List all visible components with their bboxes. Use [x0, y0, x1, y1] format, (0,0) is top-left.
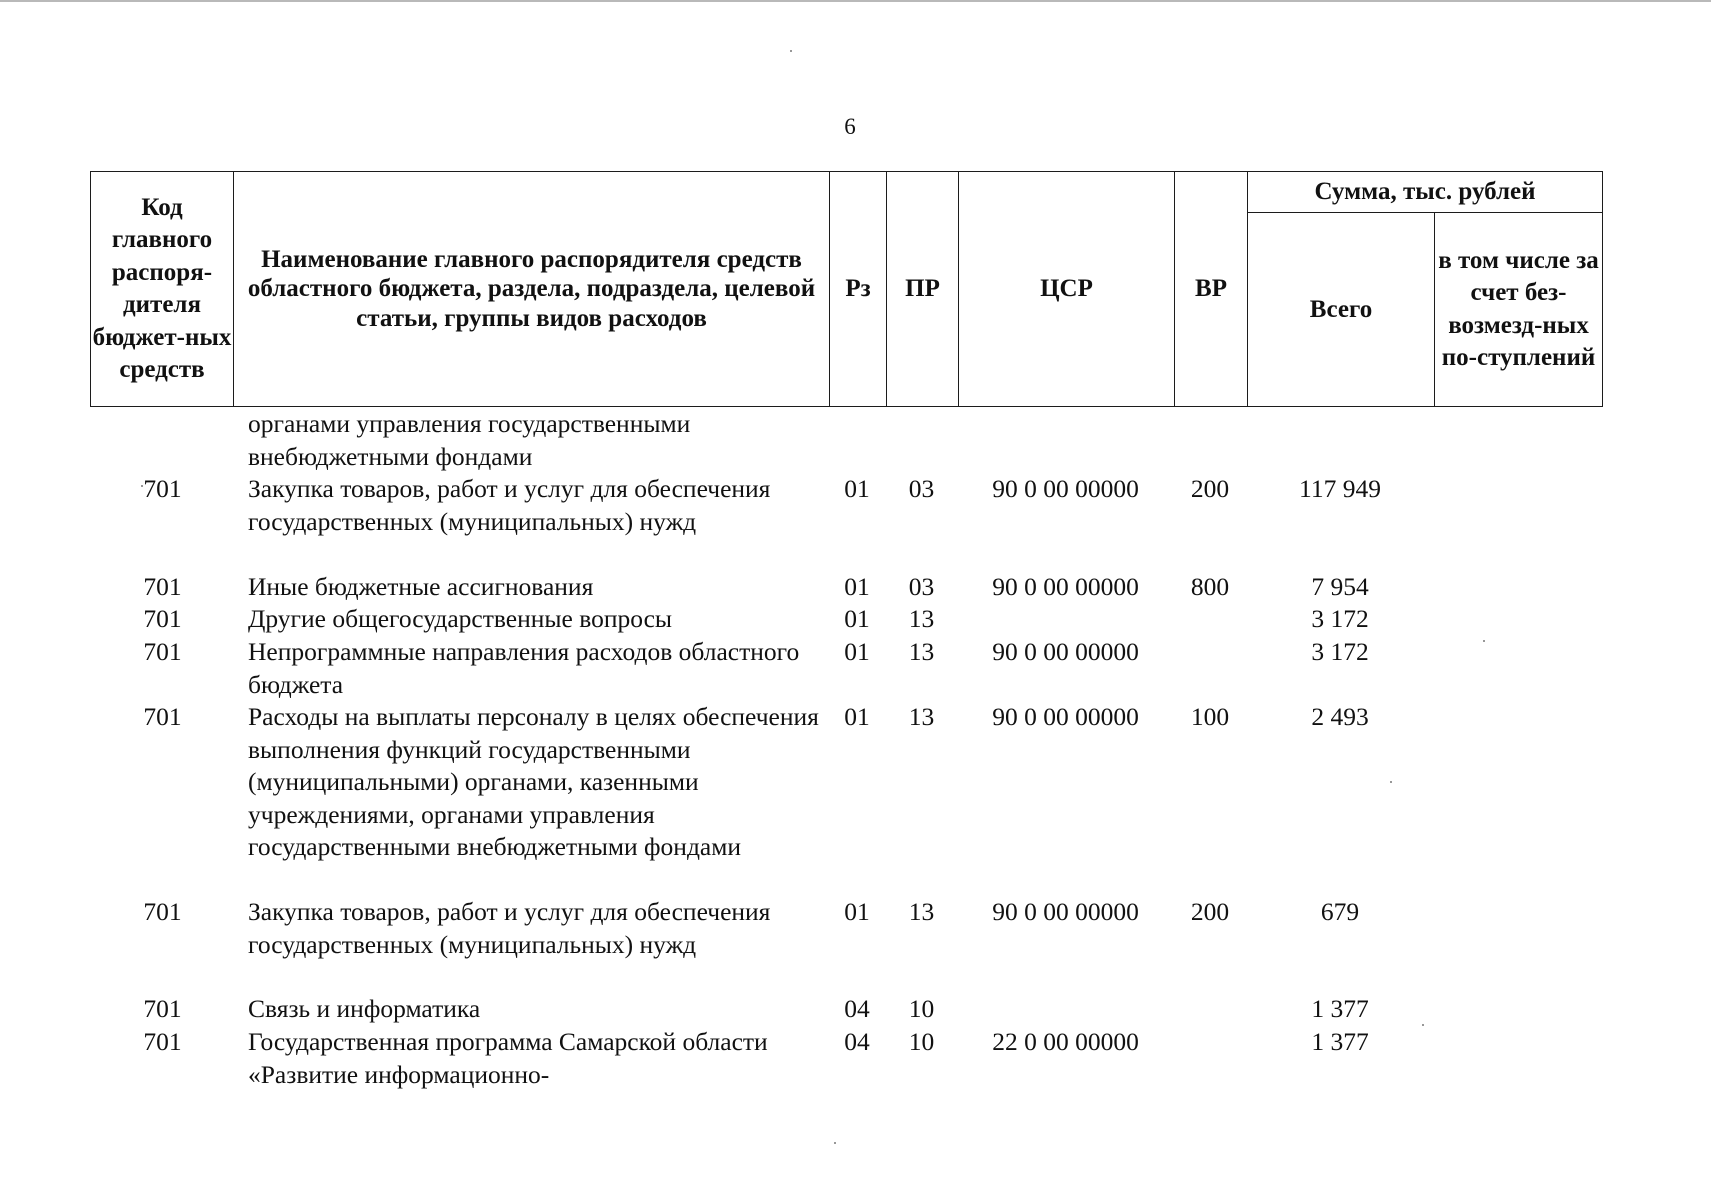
- row-rz: 04: [844, 994, 870, 1023]
- scan-speck: [1483, 640, 1485, 642]
- row-name: Закупка товаров, работ и услуг для обеспечения государственных (муниципальных) нужд: [248, 897, 771, 959]
- row-code: 701: [143, 994, 182, 1023]
- row-csr: 90 0 00 00000: [992, 897, 1139, 926]
- header-rz: Рз: [830, 172, 887, 407]
- row-name: Непрограммные направления расходов областного бюджета: [248, 637, 800, 699]
- row-rz: 01: [844, 474, 870, 503]
- row-csr: 22 0 00 00000: [992, 1027, 1139, 1056]
- row-name: Государственная программа Самарской области «Развитие информационно-: [248, 1027, 768, 1089]
- row-total: 679: [1320, 897, 1360, 926]
- row-pr: 10: [908, 994, 935, 1023]
- row-total: 2 493: [1311, 702, 1369, 731]
- scan-speck: [790, 50, 792, 52]
- row-code: 701: [143, 572, 182, 601]
- row-vr: 800: [1190, 572, 1230, 601]
- row-rz: 01: [844, 702, 870, 731]
- scan-speck: [1390, 781, 1392, 783]
- row-name: органами управления государственными внебюджетными фондами: [248, 409, 691, 471]
- row-rz: 01: [844, 897, 870, 926]
- header-sum-group: Сумма, тыс. рублей: [1248, 172, 1603, 213]
- table-header: [90, 171, 1603, 407]
- scan-speck: [141, 485, 143, 487]
- header-total: Всего: [1248, 213, 1435, 407]
- row-name: Связь и информатика: [248, 994, 481, 1023]
- scan-speck: [834, 1142, 836, 1144]
- row-csr: 90 0 00 00000: [992, 637, 1139, 666]
- row-csr: 90 0 00 00000: [992, 702, 1139, 731]
- row-total: 1 377: [1311, 1027, 1369, 1056]
- scan-speck: [1422, 1024, 1424, 1026]
- row-vr: 200: [1190, 474, 1230, 503]
- row-total: 3 172: [1311, 604, 1369, 633]
- header-code: Код главного распоря-дителя бюджет-ных средств: [91, 172, 234, 407]
- row-total: 117 949: [1299, 474, 1381, 503]
- row-vr: 200: [1190, 897, 1230, 926]
- row-total: 3 172: [1311, 637, 1369, 666]
- row-name: Закупка товаров, работ и услуг для обеспечения государственных (муниципальных) нужд: [248, 474, 771, 536]
- row-rz: 01: [844, 604, 870, 633]
- header-csr: ЦСР: [959, 172, 1175, 407]
- row-name: Иные бюджетные ассигнования: [248, 572, 594, 601]
- row-rz: 01: [844, 572, 870, 601]
- row-code: 701: [143, 604, 182, 633]
- row-code: 701: [143, 474, 182, 503]
- row-pr: 13: [908, 637, 935, 666]
- row-total: 1 377: [1311, 994, 1369, 1023]
- header-pr: ПР: [887, 172, 959, 407]
- row-code: 701: [143, 637, 182, 666]
- header-grant: в том числе за счет без-возмезд-ных по-ступлений: [1435, 213, 1603, 407]
- header-vr: ВР: [1175, 172, 1248, 407]
- row-pr: 13: [908, 897, 935, 926]
- row-pr: 03: [908, 572, 935, 601]
- row-pr: 13: [908, 702, 935, 731]
- row-rz: 04: [844, 1027, 870, 1056]
- row-pr: 13: [908, 604, 935, 633]
- row-pr: 10: [908, 1027, 935, 1056]
- page-number: 6: [844, 114, 856, 139]
- row-csr: 90 0 00 00000: [992, 572, 1139, 601]
- row-total: 7 954: [1311, 572, 1369, 601]
- row-csr: 90 0 00 00000: [992, 474, 1139, 503]
- row-pr: 03: [908, 474, 935, 503]
- header-name: Наименование главного распорядителя средств областного бюджета, раздела, подраздела, целевой статьи, группы видов расходов: [234, 172, 830, 407]
- scan-top-edge: [0, 0, 1711, 2]
- row-rz: 01: [844, 637, 870, 666]
- row-code: 701: [143, 1027, 182, 1056]
- row-vr: 100: [1190, 702, 1230, 731]
- row-name: Другие общегосударственные вопросы: [248, 604, 673, 633]
- row-code: 701: [143, 702, 182, 731]
- row-code: 701: [143, 897, 182, 926]
- row-name: Расходы на выплаты персоналу в целях обеспечения выполнения функций государственными (муниципальными) органами, казенными учреждениями, органами управления государственными внебюджетными фондами: [248, 702, 819, 861]
